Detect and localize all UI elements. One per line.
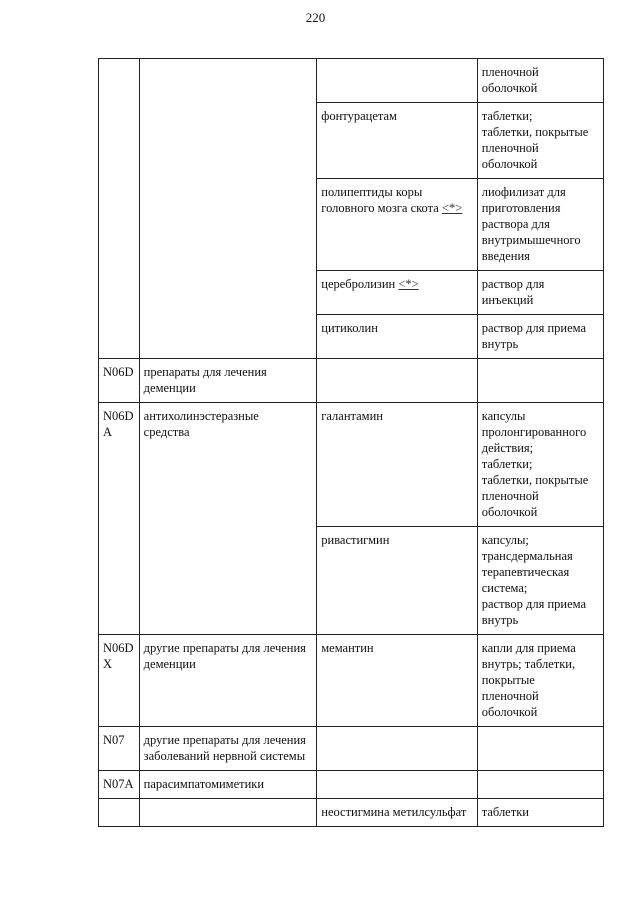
dosage-form-cell: раствор для приема внутрь	[477, 315, 603, 359]
atc-code-cell: N07A	[99, 771, 140, 799]
group-name-cell: антихолинэстеразные средства	[139, 403, 317, 635]
atc-code-cell: N06D	[99, 359, 140, 403]
table-row	[99, 59, 604, 103]
atc-code-cell	[99, 799, 140, 827]
dosage-form-cell: таблетки; таблетки, покрытые пленочной оболочкой	[477, 103, 603, 179]
dosage-form-cell: раствор для инъекций	[477, 271, 603, 315]
substance-cell: ривастигмин	[317, 527, 477, 635]
substance-cell	[317, 59, 477, 103]
substance-text: полипептиды коры головного мозга скота	[321, 185, 439, 215]
group-name-cell: парасимпатомиметики	[139, 771, 317, 799]
substance-cell: фонтурацетам	[317, 103, 477, 179]
substance-cell	[317, 179, 477, 271]
footnote-mark[interactable]: <*>	[398, 277, 419, 291]
atc-code-cell: N06D A	[99, 403, 140, 635]
dosage-form-cell: лиофилизат для приготовления раствора для внутримышечного введения	[477, 179, 603, 271]
group-name-cell	[139, 59, 317, 359]
table-body	[99, 59, 604, 827]
dosage-form-cell: капсулы; трансдермальная терапевтическая система; раствор для приема внутрь	[477, 527, 603, 635]
substance-cell	[317, 359, 477, 403]
table-row	[99, 359, 604, 403]
dosage-form-cell: капли для приема внутрь; таблетки, покрытые пленочной оболочкой	[477, 635, 603, 727]
substance-cell: галантамин	[317, 403, 477, 527]
atc-code-cell: N06D X	[99, 635, 140, 727]
group-name-cell	[139, 799, 317, 827]
dosage-form-cell: таблетки	[477, 799, 603, 827]
atc-code-cell: N07	[99, 727, 140, 771]
substance-cell: неостигмина метилсульфат	[317, 799, 477, 827]
table-row	[99, 403, 604, 527]
table-row	[99, 771, 604, 799]
dosage-form-cell: капсулы пролонгированного действия; таблетки; таблетки, покрытые пленочной оболочкой	[477, 403, 603, 527]
atc-code-cell	[99, 59, 140, 359]
substance-cell: мемантин	[317, 635, 477, 727]
dosage-form-cell	[477, 359, 603, 403]
substance-cell	[317, 271, 477, 315]
table-row	[99, 635, 604, 727]
dosage-form-cell	[477, 771, 603, 799]
substance-text: церебролизин	[321, 277, 396, 291]
substance-cell	[317, 771, 477, 799]
dosage-form-cell: пленочной оболочкой	[477, 59, 603, 103]
group-name-cell: другие препараты для лечения деменции	[139, 635, 317, 727]
table-row	[99, 727, 604, 771]
page-number: 220	[305, 10, 326, 25]
group-name-cell: препараты для лечения деменции	[139, 359, 317, 403]
group-name-cell: другие препараты для лечения заболеваний нервной системы	[139, 727, 317, 771]
dosage-form-cell	[477, 727, 603, 771]
table-row	[99, 799, 604, 827]
substance-cell: цитиколин	[317, 315, 477, 359]
footnote-mark[interactable]: <*>	[441, 201, 463, 215]
drug-list-table	[98, 58, 604, 827]
substance-cell	[317, 727, 477, 771]
